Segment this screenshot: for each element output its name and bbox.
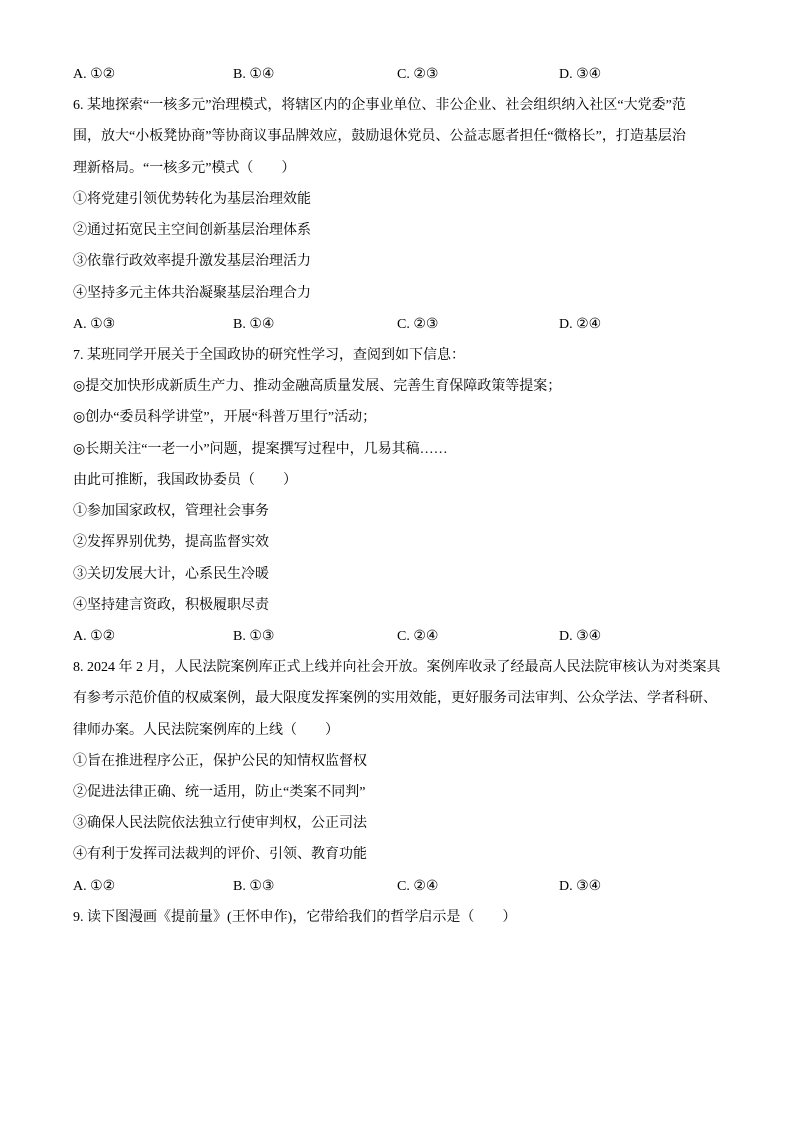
question-6-option-b: B. ①④ (233, 316, 275, 332)
question-8-option-a: A. ①② (73, 878, 116, 894)
question-7-material-1: ◎提交加快形成新质生产力、推动金融高质量发展、完善生育保障政策等提案； (73, 379, 562, 395)
question-9 (73, 902, 733, 933)
question-6-statement-4: ④坚持多元主体共治凝聚基层治理合力 (73, 285, 311, 301)
question-6-option-d: D. ②④ (559, 316, 602, 332)
question-8-stem-line: 有参考示范价值的权威案例，最大限度发挥案例的实用效能，更好服务司法审判、公众学法、学者科研、 (73, 691, 717, 707)
question-8-stem-line: 律师办案。人民法院案例库的上线（ ） (73, 722, 339, 738)
question-5-option-c: C. ②③ (397, 67, 439, 82)
question-8-option-c: C. ②④ (397, 878, 439, 894)
page-content (73, 59, 733, 933)
question-7-option-c: C. ②④ (397, 628, 439, 644)
question-7-material-3: ◎长期关注“一老一小”问题，提案撰写过程中，几易其稿…… (73, 441, 448, 457)
question-7-option-d: D. ③④ (559, 628, 602, 644)
question-5-option-b: B. ①④ (233, 67, 275, 82)
question-6 (73, 90, 733, 340)
question-7-option-b: B. ①③ (233, 628, 275, 644)
question-6-statement-3: ③依靠行政效率提升激发基层治理活力 (73, 254, 311, 270)
question-9-stem-line: 9. 读下图漫画《提前量》(王怀申作)，它带给我们的哲学启示是（ ） (73, 909, 517, 925)
question-8-option-b: B. ①③ (233, 878, 275, 894)
question-8-options (73, 871, 733, 902)
question-5-option-d: D. ③④ (559, 67, 602, 82)
question-6-statement-2: ②通过拓宽民主空间创新基层治理体系 (73, 223, 311, 239)
question-8-statement-1: ①旨在推进程序公正，保护公民的知情权监督权 (73, 753, 367, 769)
question-7-material-2: ◎创办“委员科学讲堂”，开展“科普万里行”活动； (73, 410, 377, 426)
question-7-statement-2: ②发挥界别优势，提高监督实效 (73, 535, 269, 551)
question-7-options (73, 621, 733, 652)
question-8 (73, 652, 733, 902)
question-5-option-a: A. ①② (73, 67, 116, 82)
question-8-stem-line: 8. 2024 年 2 月，人民法院案例库正式上线并向社会开放。案例库收录了经最高人民法院审核认为对类案具 (73, 660, 721, 676)
question-7-statement-1: ①参加国家政权，管理社会事务 (73, 504, 269, 520)
question-8-statement-2: ②促进法律正确、统一适用，防止“类案不同判” (73, 785, 366, 801)
question-5-options (73, 59, 733, 90)
question-7-statement-4: ④坚持建言资政，积极履职尽责 (73, 597, 269, 613)
question-6-statement-1: ①将党建引领优势转化为基层治理效能 (73, 191, 311, 207)
question-8-statement-3: ③确保人民法院依法独立行使审判权，公正司法 (73, 816, 367, 832)
question-6-options (73, 309, 733, 340)
question-6-stem-line: 6. 某地探索“一核多元”治理模式，将辖区内的企事业单位、非公企业、社会组织纳入社区“大党委”范 (73, 98, 686, 114)
question-7-statement-3: ③关切发展大计，心系民生冷暖 (73, 566, 269, 582)
question-6-option-a: A. ①③ (73, 316, 116, 332)
question-6-stem-line: 围，放大“小板凳协商”等协商议事品牌效应，鼓励退休党员、公益志愿者担任“微格长”，打造基层治 (73, 129, 686, 145)
question-6-stem-line: 理新格局。“一核多元”模式（ ） (73, 160, 296, 176)
question-7 (73, 340, 733, 652)
question-8-option-d: D. ③④ (559, 878, 602, 894)
question-8-statement-4: ④有利于发挥司法裁判的评价、引领、教育功能 (73, 847, 367, 863)
question-7-prompt: 由此可推断，我国政协委员（ ） (73, 472, 297, 488)
question-7-option-a: A. ①② (73, 628, 116, 644)
question-6-option-c: C. ②③ (397, 316, 439, 332)
question-7-stem-line: 7. 某班同学开展关于全国政协的研究性学习，查阅到如下信息： (73, 347, 465, 363)
